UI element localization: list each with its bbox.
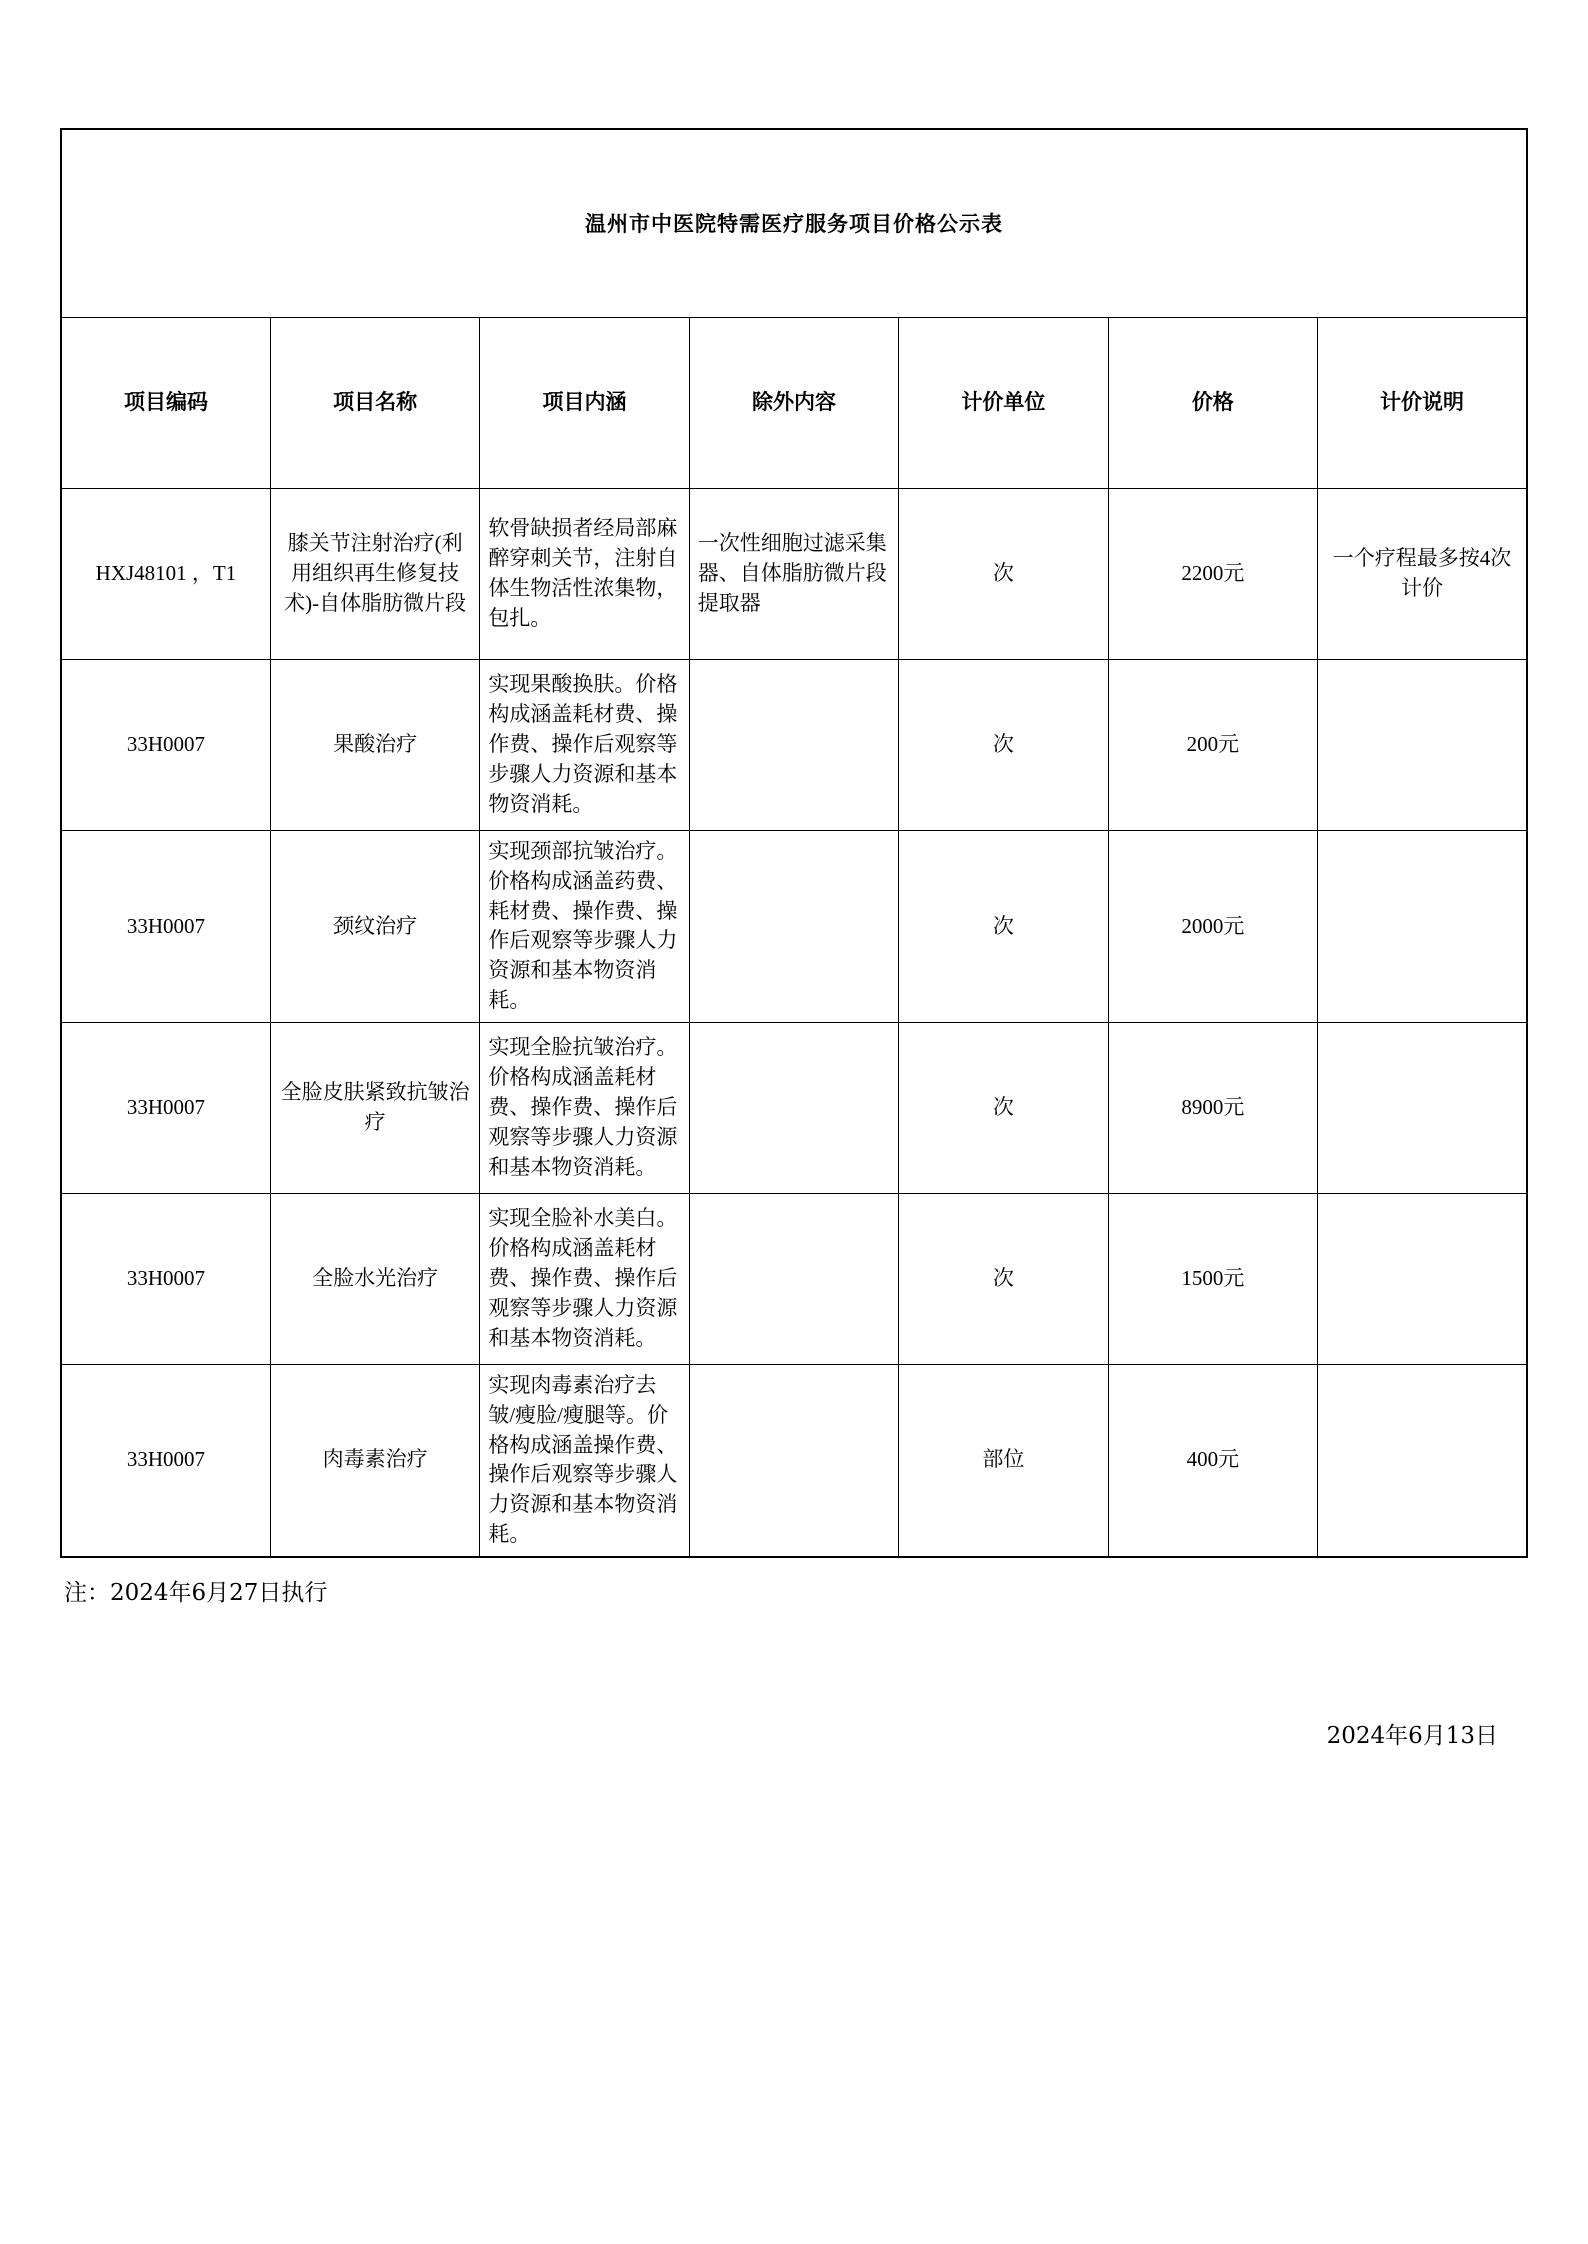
cell-name: 颈纹治疗 — [270, 831, 479, 1023]
cell-content: 实现全脸抗皱治疗。价格构成涵盖耗材费、操作费、操作后观察等步骤人力资源和基本物资消耗。 — [480, 1022, 689, 1193]
cell-unit: 次 — [899, 489, 1108, 660]
cell-exclusions — [689, 660, 898, 831]
cell-content: 实现全脸补水美白。价格构成涵盖耗材费、操作费、操作后观察等步骤人力资源和基本物资消耗。 — [480, 1193, 689, 1364]
column-header-code: 项目编码 — [61, 318, 270, 489]
cell-note — [1318, 1364, 1527, 1556]
cell-note — [1318, 1022, 1527, 1193]
cell-price: 1500元 — [1108, 1193, 1317, 1364]
cell-exclusions: 一次性细胞过滤采集器、自体脂肪微片段提取器 — [689, 489, 898, 660]
cell-content: 实现肉毒素治疗去皱/瘦脸/瘦腿等。价格构成涵盖操作费、操作后观察等步骤人力资源和基本物资消耗。 — [480, 1364, 689, 1556]
cell-unit: 次 — [899, 660, 1108, 831]
page-title: 温州市中医院特需医疗服务项目价格公示表 — [61, 129, 1527, 318]
cell-note — [1318, 1193, 1527, 1364]
table-row — [61, 489, 1527, 660]
cell-price: 400元 — [1108, 1364, 1317, 1556]
cell-code: 33H0007 — [61, 1364, 270, 1556]
column-header-unit: 计价单位 — [899, 318, 1108, 489]
cell-code: 33H0007 — [61, 1193, 270, 1364]
cell-code: 33H0007 — [61, 660, 270, 831]
cell-note — [1318, 831, 1527, 1023]
column-header-exclusions: 除外内容 — [689, 318, 898, 489]
cell-code: 33H0007 — [61, 1022, 270, 1193]
cell-unit: 次 — [899, 1022, 1108, 1193]
cell-name: 全脸皮肤紧致抗皱治疗 — [270, 1022, 479, 1193]
cell-price: 200元 — [1108, 660, 1317, 831]
table-row — [61, 1364, 1527, 1556]
cell-exclusions — [689, 1364, 898, 1556]
cell-price: 2200元 — [1108, 489, 1317, 660]
table-row — [61, 831, 1527, 1023]
column-header-price: 价格 — [1108, 318, 1317, 489]
price-announcement-table — [60, 128, 1528, 1558]
column-header-name: 项目名称 — [270, 318, 479, 489]
cell-name: 全脸水光治疗 — [270, 1193, 479, 1364]
cell-content: 实现颈部抗皱治疗。价格构成涵盖药费、耗材费、操作费、操作后观察等步骤人力资源和基本物资消耗。 — [480, 831, 689, 1023]
cell-note — [1318, 660, 1527, 831]
cell-price: 8900元 — [1108, 1022, 1317, 1193]
table-title-row — [61, 129, 1527, 318]
cell-unit: 次 — [899, 1193, 1108, 1364]
cell-code: 33H0007 — [61, 831, 270, 1023]
cell-exclusions — [689, 1193, 898, 1364]
execution-note: 注：2024年6月27日执行 — [64, 1579, 328, 1606]
cell-exclusions — [689, 831, 898, 1023]
table-header-row — [61, 318, 1527, 489]
cell-content: 实现果酸换肤。价格构成涵盖耗材费、操作费、操作后观察等步骤人力资源和基本物资消耗。 — [480, 660, 689, 831]
cell-exclusions — [689, 1022, 898, 1193]
cell-price: 2000元 — [1108, 831, 1317, 1023]
table-row — [61, 1193, 1527, 1364]
cell-name: 果酸治疗 — [270, 660, 479, 831]
cell-content: 软骨缺损者经局部麻醉穿刺关节，注射自体生物活性浓集物，包扎。 — [480, 489, 689, 660]
column-header-note: 计价说明 — [1318, 318, 1527, 489]
issue-date: 2024年6月13日 — [1326, 1722, 1498, 1749]
cell-note: 一个疗程最多按4次计价 — [1318, 489, 1527, 660]
cell-unit: 部位 — [899, 1364, 1108, 1556]
cell-name: 肉毒素治疗 — [270, 1364, 479, 1556]
cell-code: HXJ48101 ，T1 — [61, 489, 270, 660]
table-row — [61, 1022, 1527, 1193]
column-header-content: 项目内涵 — [480, 318, 689, 489]
cell-unit: 次 — [899, 831, 1108, 1023]
cell-name: 膝关节注射治疗(利用组织再生修复技术)-自体脂肪微片段 — [270, 489, 479, 660]
table-row — [61, 660, 1527, 831]
